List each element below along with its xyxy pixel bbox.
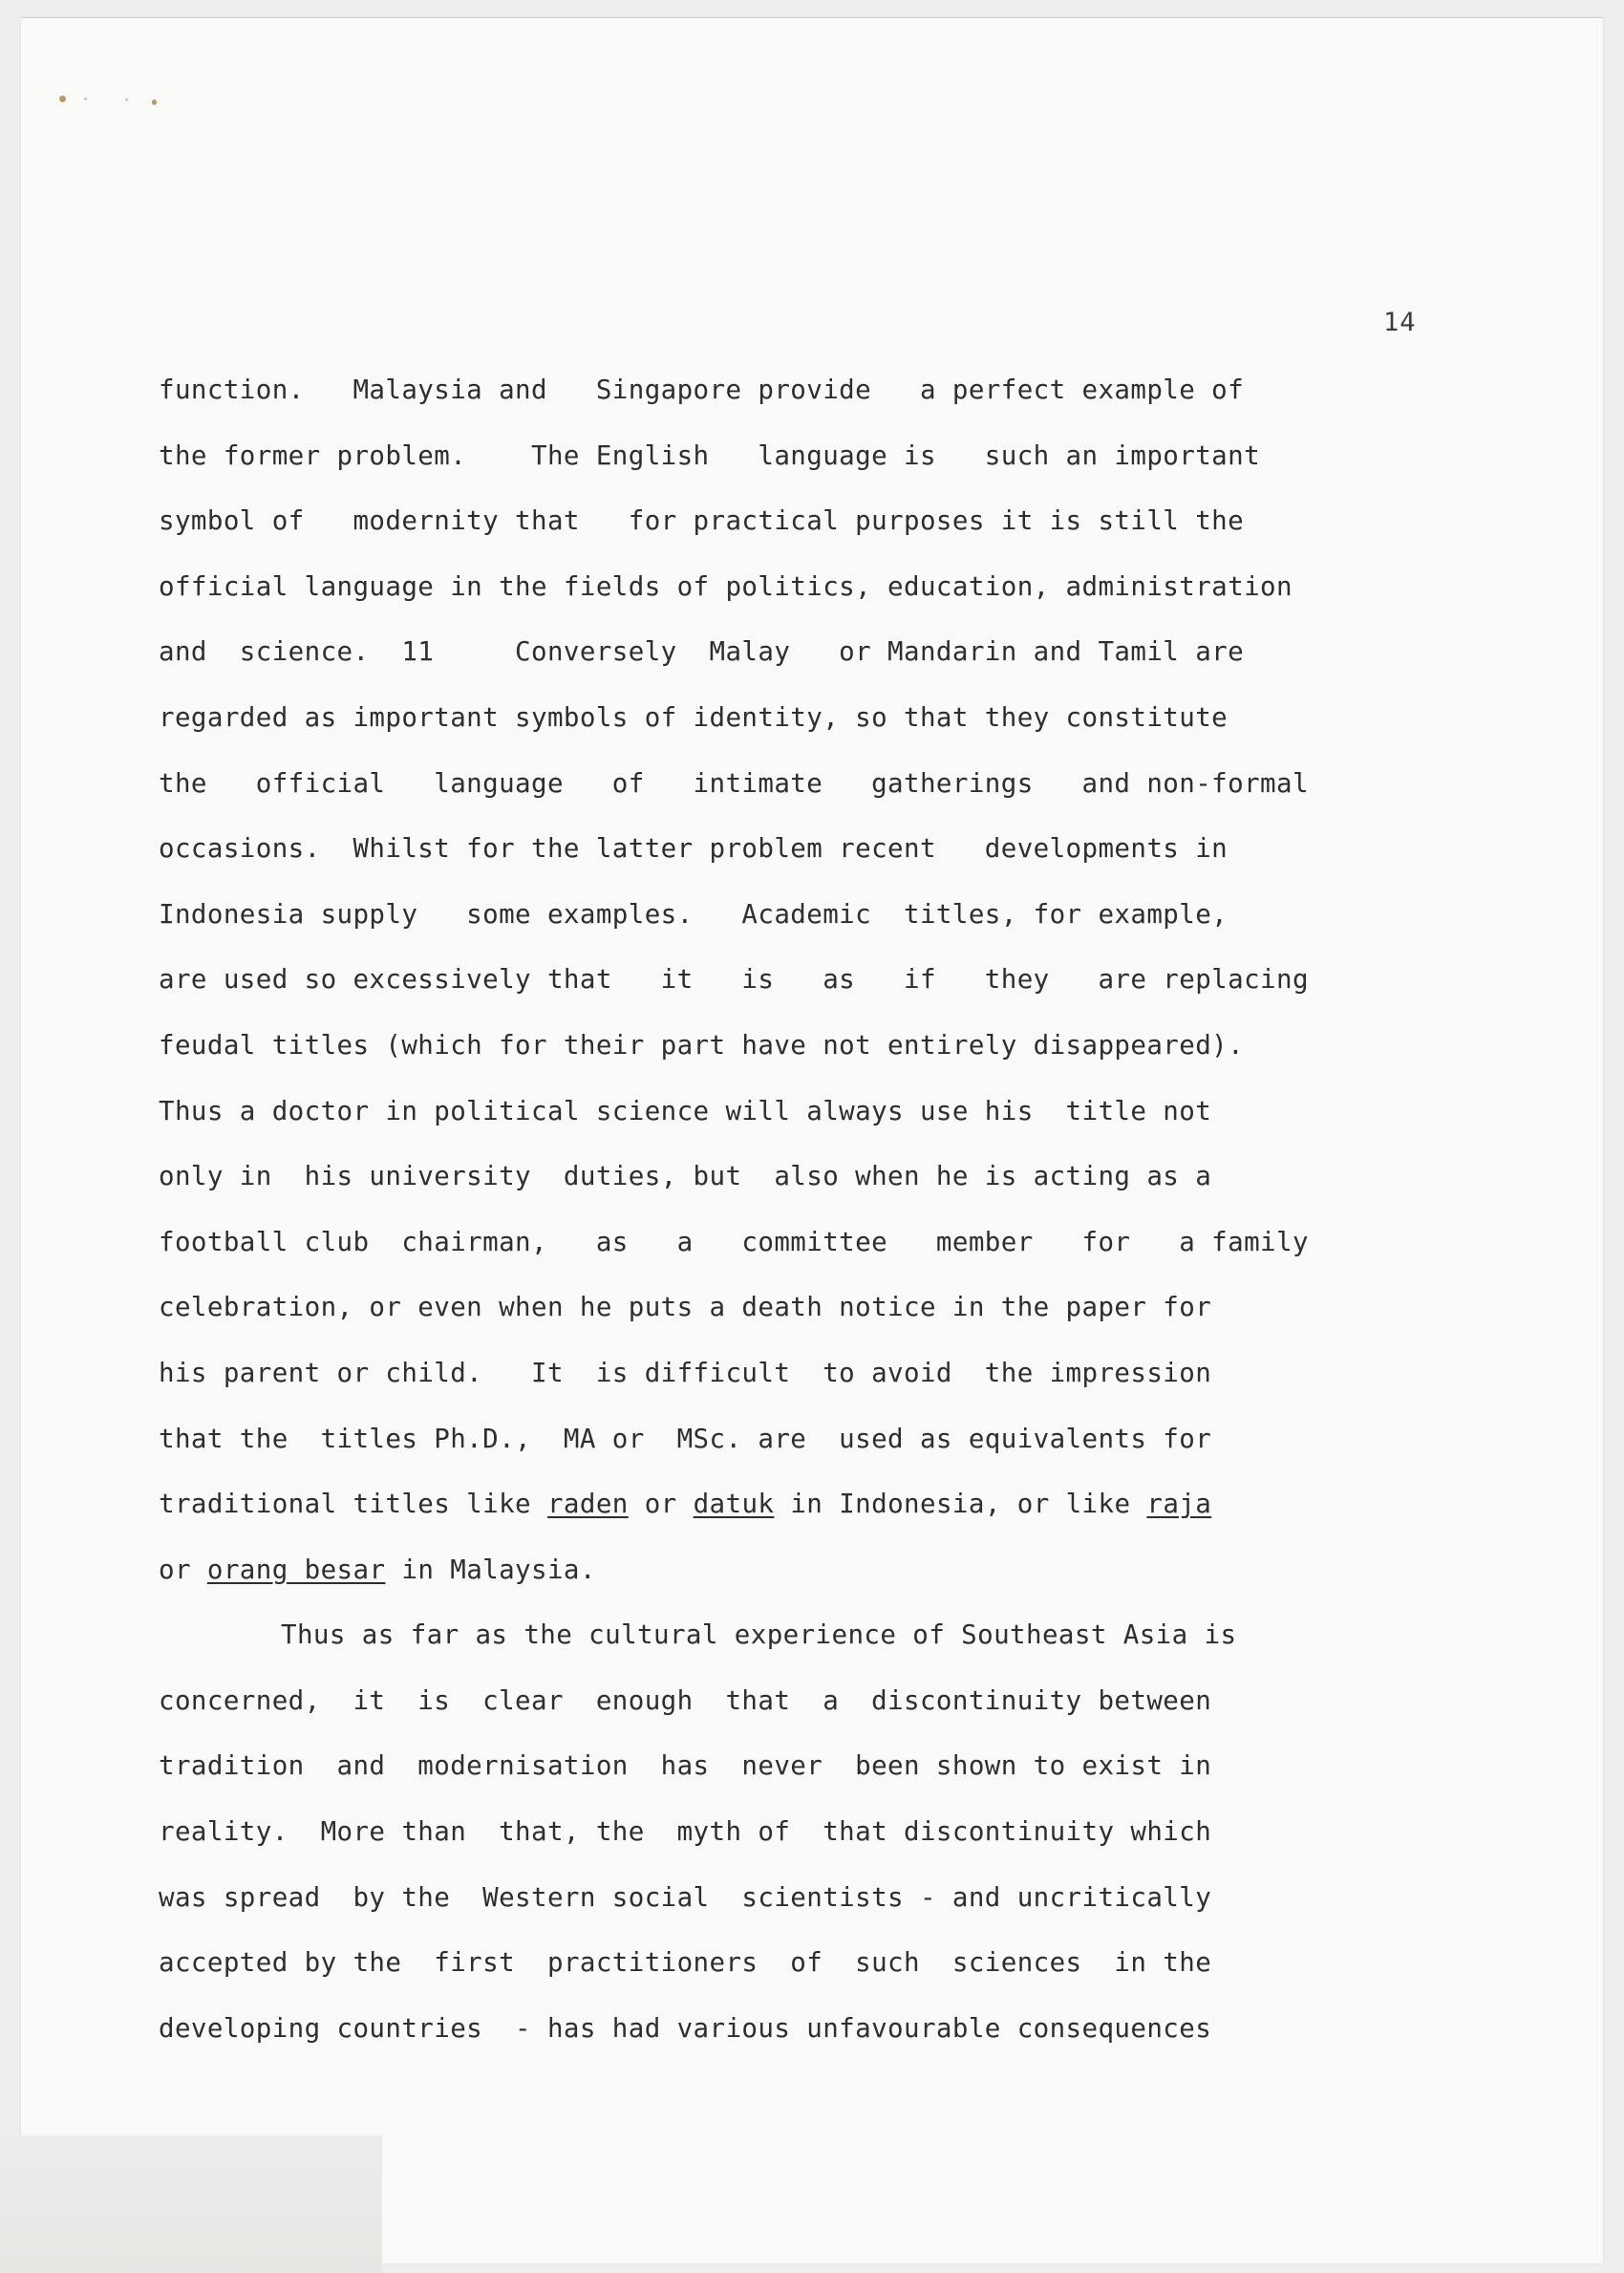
underlined-term-datuk: datuk — [693, 1489, 775, 1520]
text-line: accepted by the first practitioners of such sciences in the — [159, 1947, 1212, 1979]
text-segment: or — [628, 1489, 694, 1520]
text-segment: in Malaysia. — [385, 1554, 596, 1585]
text-line: concerned, it is clear enough that a discontinuity between — [159, 1684, 1212, 1716]
text-line — [159, 1541, 1309, 1607]
text-line: symbol of modernity that for practical purposes it is still the — [159, 505, 1245, 537]
underlined-term-raja: raja — [1146, 1489, 1212, 1520]
text-line: the official language of intimate gatherings and non-formal — [159, 767, 1309, 799]
text-line — [159, 1475, 1309, 1541]
text-line: only in his university duties, but also when he is acting as a — [159, 1161, 1212, 1192]
text-line: reality. More than that, the myth of that discontinuity which — [159, 1816, 1212, 1848]
text-line: feudal titles (which for their part have not entirely disappeared). — [159, 1029, 1245, 1061]
paper-speck — [125, 98, 128, 101]
body-text — [159, 361, 1309, 2065]
text-line: tradition and modernisation has never been shown to exist in — [159, 1750, 1212, 1782]
text-line: official language in the fields of politics, education, administration — [159, 570, 1293, 602]
text-line: function. Malaysia and Singapore provide a perfect example of — [159, 375, 1245, 405]
text-segment: in Indonesia, or like — [774, 1489, 1147, 1520]
text-line: was spread by the Western social scientists - and uncritically — [159, 1881, 1212, 1913]
text-segment: traditional titles like — [159, 1489, 547, 1520]
page-number: 14 — [1383, 308, 1417, 337]
text-line: developing countries - has had various unfavourable consequences — [159, 2012, 1212, 2044]
text-segment: or — [159, 1554, 207, 1585]
text-line: Indonesia supply some examples. Academic titles, for example, — [159, 898, 1229, 930]
text-line: and science. 11 Conversely Malay or Mandarin and Tamil are — [159, 636, 1245, 668]
text-line: Thus a doctor in political science will always use his title not — [159, 1095, 1212, 1126]
text-line: that the titles Ph.D., MA or MSc. are used as equivalents for — [159, 1423, 1212, 1454]
paper-speck — [84, 97, 87, 100]
underlined-term-orang-besar: orang besar — [206, 1554, 386, 1585]
paragraph-first-line: Thus as far as the cultural experience of Southeast Asia is — [281, 1619, 1237, 1651]
underlined-term-raden: raden — [546, 1489, 629, 1520]
scan-shadow — [0, 2135, 382, 2273]
text-line: his parent or child. It is difficult to avoid the impression — [159, 1357, 1212, 1388]
paper-speck — [59, 96, 66, 102]
text-line: the former problem. The English language is such an important — [159, 440, 1261, 471]
paper-speck — [152, 99, 157, 105]
text-line: football club chairman, as a committee member for a family — [159, 1226, 1309, 1257]
text-line: are used so excessively that it is as if they are replacing — [159, 964, 1309, 996]
text-line: regarded as important symbols of identity, so that they constitute — [159, 701, 1229, 733]
text-line: celebration, or even when he puts a death notice in the paper for — [159, 1292, 1212, 1323]
text-line: occasions. Whilst for the latter problem recent developments in — [159, 833, 1229, 865]
